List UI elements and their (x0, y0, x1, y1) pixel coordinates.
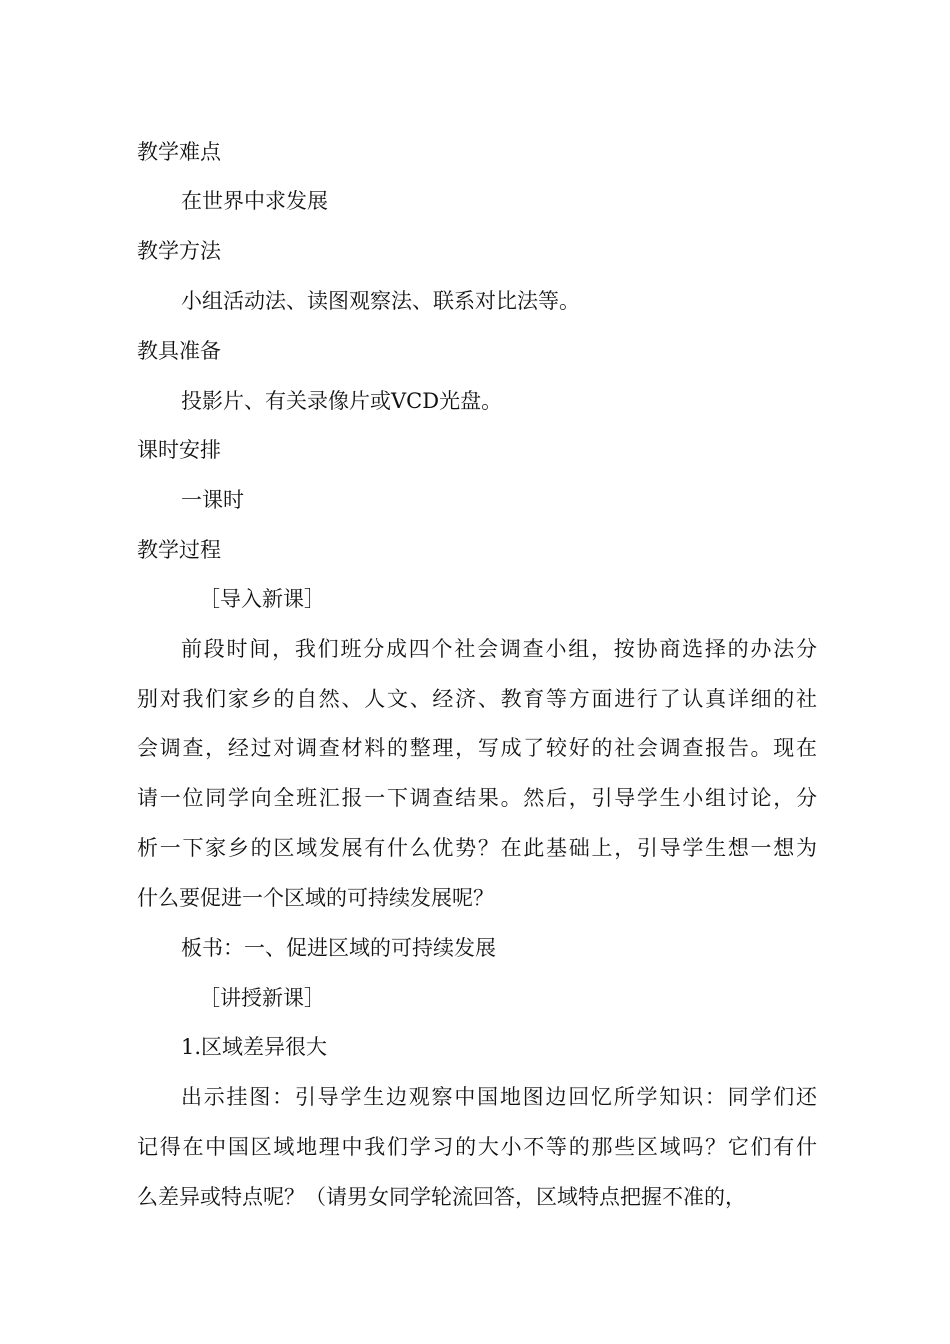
difficulty-text: 在世界中求发展 (181, 189, 328, 213)
tools-heading: 教具准备 (137, 339, 221, 363)
process-heading: 教学过程 (137, 538, 221, 562)
intro-line: 析一下家乡的区域发展有什么优势？在此基础上，引导学生想一想为 (137, 836, 817, 860)
schedule-text: 一课时 (181, 488, 244, 512)
difficulty-heading: 教学难点 (137, 140, 221, 164)
intro-line: 什么要促进一个区域的可持续发展呢？ (137, 886, 494, 910)
intro-line: 前段时间，我们班分成四个社会调查小组，按协商选择的办法分 (181, 637, 817, 661)
method-text: 小组活动法、读图观察法、联系对比法等。 (181, 289, 580, 313)
point-heading: 1.区域差异很大 (181, 1035, 328, 1059)
intro-line: 会调查，经过对调查材料的整理，写成了较好的社会调查报告。现在 (137, 736, 817, 760)
lecture-line: 么差异或特点呢？（请男女同学轮流回答，区域特点把握不准的， (137, 1185, 746, 1209)
intro-label: ［导入新课］ (199, 587, 325, 611)
lecture-line: 记得在中国区域地理中我们学习的大小不等的那些区域吗？它们有什 (137, 1135, 817, 1159)
lecture-label: ［讲授新课］ (199, 986, 325, 1010)
intro-line: 别对我们家乡的自然、人文、经济、教育等方面进行了认真详细的社 (137, 687, 817, 711)
intro-line: 请一位同学向全班汇报一下调查结果。然后，引导学生小组讨论，分 (137, 786, 817, 810)
lecture-line: 出示挂图：引导学生边观察中国地图边回忆所学知识：同学们还 (181, 1085, 817, 1109)
tools-text: 投影片、有关录像片或VCD光盘。 (181, 389, 503, 413)
board-text: 板书：一、促进区域的可持续发展 (181, 936, 496, 960)
schedule-heading: 课时安排 (137, 438, 221, 462)
method-heading: 教学方法 (137, 239, 221, 263)
